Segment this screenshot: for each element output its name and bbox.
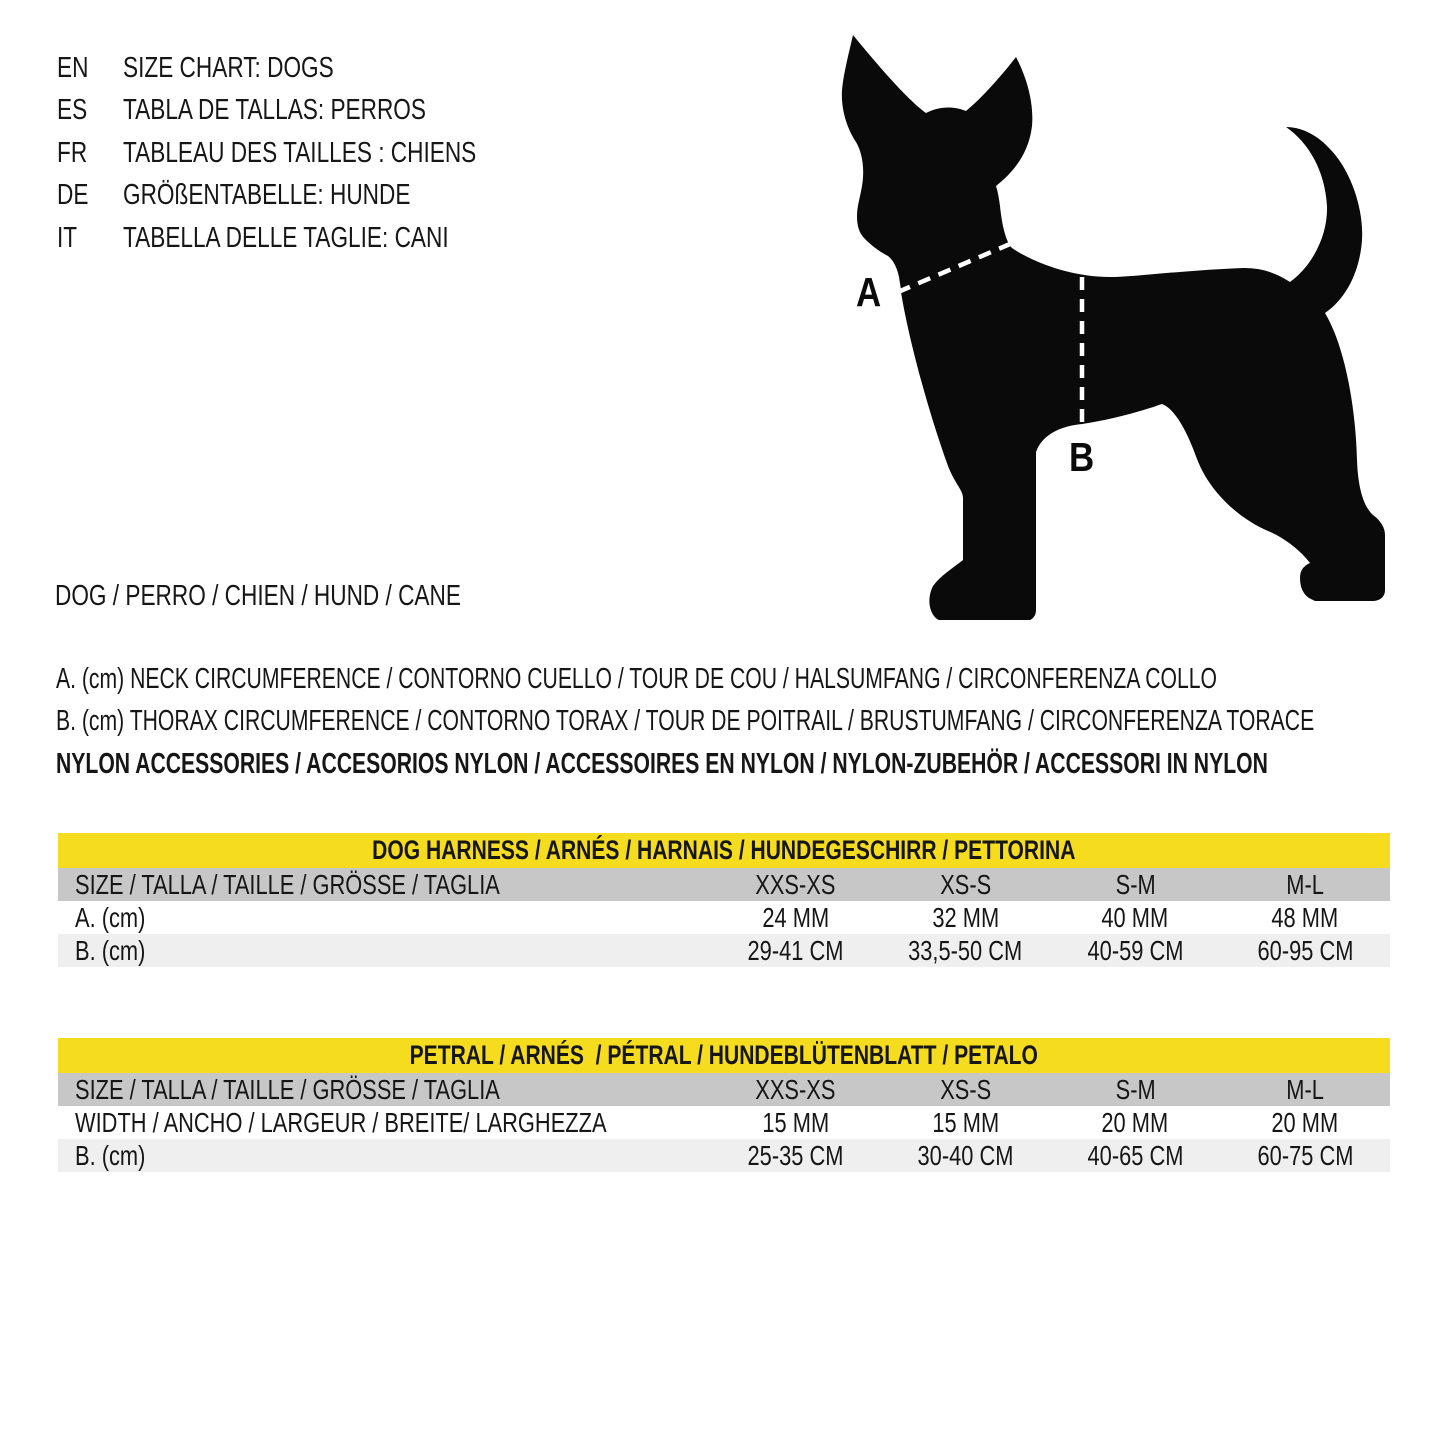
row-label: B. (cm) — [75, 1139, 146, 1171]
cell-value: 25-35 CM — [747, 1139, 844, 1171]
language-row — [57, 175, 576, 218]
measurement-notes — [56, 658, 1445, 742]
note-line-b-text: B. (cm) THORAX CIRCUMFERENCE / CONTORNO TORAX / TOUR DE POITRAIL / BRUSTUMFANG / CIRCONFERENZA TORACE — [56, 705, 1315, 737]
petral-size-header-row — [58, 1073, 1390, 1106]
dog-silhouette-svg — [820, 20, 1410, 620]
cell-value: 33,5-50 CM — [908, 934, 1023, 966]
dog-caption — [55, 581, 575, 611]
size-row-label: SIZE / TALLA / TAILLE / GRÖSSE / TAGLIA — [75, 868, 500, 900]
materials-line-text: NYLON ACCESSORIES / ACCESORIOS NYLON / ACCESSOIRES EN NYLON / NYLON-ZUBEHÖR / ACCESSORI IN NYLON — [56, 748, 1268, 780]
cell-value: 40-65 CM — [1087, 1139, 1184, 1171]
chart-title-it: TABELLA DELLE TAGLIE: CANI — [123, 221, 449, 254]
cell-value: 30-40 CM — [917, 1139, 1014, 1171]
dog-caption-text: DOG / PERRO / CHIEN / HUND / CANE — [55, 580, 461, 612]
cell-value: 40 MM — [1101, 901, 1169, 933]
harness-row-b — [58, 934, 1390, 967]
row-label: A. (cm) — [75, 901, 146, 933]
row-label: WIDTH / ANCHO / LARGEUR / BREITE/ LARGHEZZA — [75, 1106, 607, 1138]
marker-a-label: A — [856, 269, 882, 315]
harness-row-a — [58, 901, 1390, 934]
cell-value: 15 MM — [932, 1106, 999, 1138]
language-code: EN — [57, 51, 89, 84]
chart-title-fr: TABLEAU DES TAILLES : CHIENS — [123, 136, 477, 169]
note-line-a-text: A. (cm) NECK CIRCUMFERENCE / CONTORNO CUELLO / TOUR DE COU / HALSUMFANG / CIRCONFERENZA COLLO — [56, 663, 1217, 695]
row-label: B. (cm) — [75, 934, 146, 966]
language-row — [57, 217, 576, 260]
petral-row-b — [58, 1139, 1390, 1172]
chart-title-es: TABLA DE TALLAS: PERROS — [123, 94, 426, 127]
cell-value: 24 MM — [762, 901, 829, 933]
language-row — [57, 90, 576, 133]
cell-value: 60-95 CM — [1257, 934, 1354, 966]
language-code: ES — [57, 94, 88, 127]
size-xs-s: XS-S — [939, 1073, 991, 1105]
chart-title-en: SIZE CHART: DOGS — [123, 51, 334, 84]
harness-table-title — [58, 833, 1390, 868]
petral-table-title — [58, 1038, 1390, 1073]
language-code: DE — [57, 179, 89, 212]
language-titles-block — [57, 47, 576, 260]
dog-silhouette — [842, 35, 1385, 620]
size-s-m: S-M — [1115, 1073, 1156, 1105]
size-m-l: M-L — [1286, 868, 1324, 900]
language-code: FR — [57, 136, 88, 169]
language-code: IT — [57, 221, 78, 254]
size-xs-s: XS-S — [939, 868, 991, 900]
note-line-b — [56, 700, 1445, 742]
harness-table-title-text: DOG HARNESS / ARNÉS / HARNAIS / HUNDEGESCHIRR / PETTORINA — [372, 835, 1076, 865]
size-xxs-xs: XXS-XS — [755, 868, 836, 900]
cell-value: 40-59 CM — [1087, 934, 1184, 966]
size-s-m: S-M — [1115, 868, 1156, 900]
marker-b-label: B — [1069, 434, 1095, 480]
cell-value: 20 MM — [1101, 1106, 1169, 1138]
size-m-l: M-L — [1286, 1073, 1324, 1105]
note-line-a — [56, 658, 1445, 700]
materials-line — [56, 743, 1445, 785]
dog-measurement-figure — [820, 20, 1410, 620]
harness-size-table — [58, 833, 1390, 967]
cell-value: 32 MM — [932, 901, 999, 933]
petral-row-width — [58, 1106, 1390, 1139]
cell-value: 60-75 CM — [1257, 1139, 1354, 1171]
cell-value: 15 MM — [762, 1106, 829, 1138]
cell-value: 20 MM — [1271, 1106, 1339, 1138]
language-row — [57, 47, 576, 90]
petral-table-title-text: PETRAL / ARNÉS / PÉTRAL / HUNDEBLÜTENBLATT / PETALO — [409, 1040, 1039, 1070]
size-xxs-xs: XXS-XS — [755, 1073, 836, 1105]
cell-value: 48 MM — [1271, 901, 1339, 933]
chart-title-de: GRÖßENTABELLE: HUNDE — [123, 179, 411, 212]
petral-size-table — [58, 1038, 1390, 1172]
cell-value: 29-41 CM — [747, 934, 844, 966]
harness-size-header-row — [58, 868, 1390, 901]
size-row-label: SIZE / TALLA / TAILLE / GRÖSSE / TAGLIA — [75, 1073, 500, 1105]
language-row — [57, 132, 576, 175]
